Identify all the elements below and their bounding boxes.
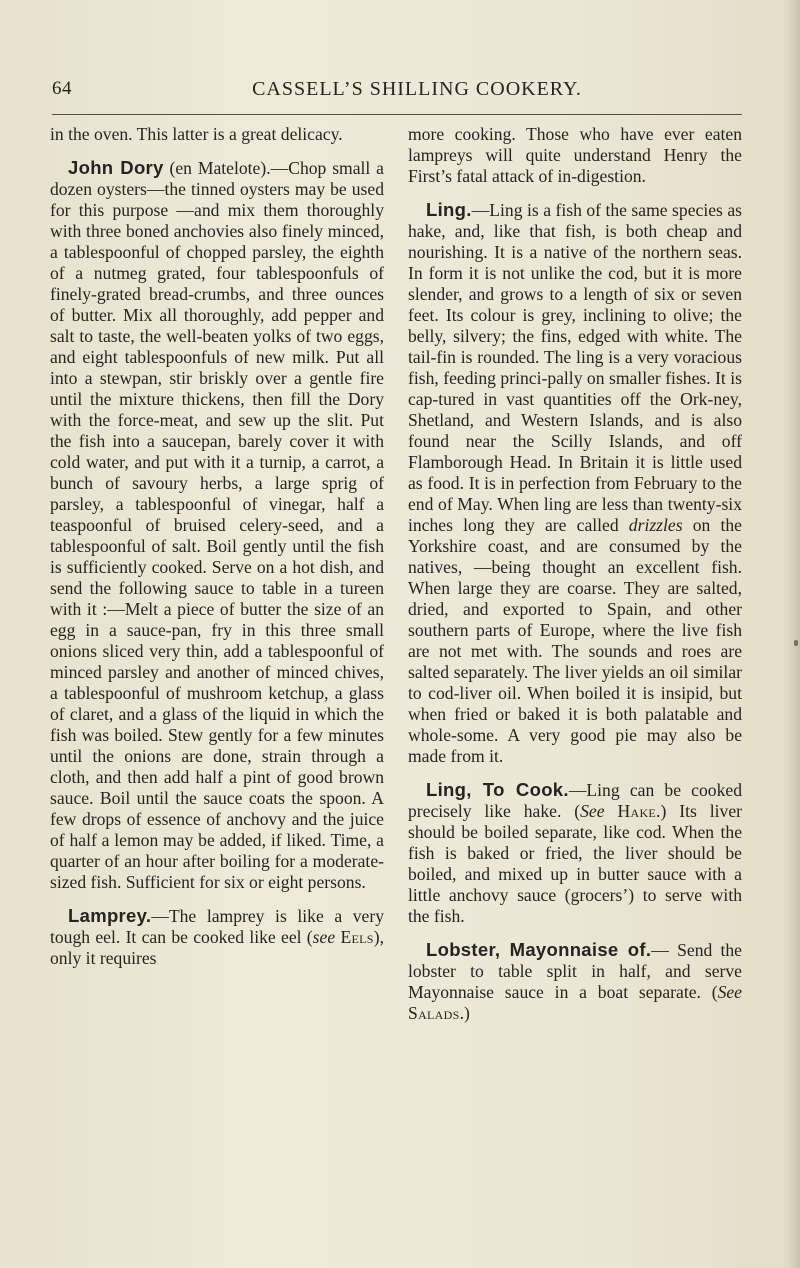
entry-ling bbox=[408, 199, 742, 767]
entry-body: —Ling can be cooked precisely like hake. ( bbox=[408, 780, 742, 821]
continuation-text: more cooking. Those who have ever eaten lampreys will quite understand Henry the First’s fatal attack of in-digestion. bbox=[408, 124, 742, 186]
entry-heading: Lobster, Mayonnaise of. bbox=[426, 939, 652, 960]
entry-heading: Ling, To Cook. bbox=[426, 779, 569, 800]
entry-heading-suffix: (en Matelote). bbox=[163, 158, 271, 178]
entry-lobster bbox=[408, 939, 742, 1024]
left-column bbox=[50, 124, 384, 969]
page-number: 64 bbox=[52, 78, 72, 99]
entry-body: —Ling is a fish of the same species as hake, and, like that fish, is both cheap and nourishing. It is a native of the northern seas. In form it is not unlike the cod, but it is more slender, and grows to a length of six or seven feet. Its colour is grey, inclining to olive; the belly, silvery; the fins, edged with white. The tail-fin is rounded. The ling is a very voracious fish, feeding princi-pally on smaller fishes. It is cap-tured in vast quantities off the Ork-ney, Shetland, and Western Islands, and is also found near the Scilly Islands, and off Flamborough Head. In Britain it is little used as food. It is in perfection from February to the end of May. When ling are less than twenty-six inches long they are called bbox=[408, 200, 742, 535]
see-reference: See bbox=[580, 801, 605, 821]
entry-body: —Chop small a dozen oysters—the tinned oysters may be used for this purpose —and mix them thoroughly with three boned anchovies also finely minced, a tablespoonful of chopped parsley, the eighth of a nutmeg grated, four tablespoonfuls of finely-grated bread-crumbs, and three ounces of butter. Mix all thoroughly, add pepper and salt to taste, the well-beaten yolks of two eggs, and eight tablespoonfuls of new milk. Put all into a stewpan, stir briskly over a gentle fire until the mixture thickens, then fill the Dory with the force-meat, and sew up the slit. Put the fish into a saucepan, barely cover it with cold water, and put with it a turnip, a carrot, a bunch of savoury herbs, a large sprig of parsley, a tablespoonful of vinegar, half a teaspoonful of bruised celery-seed, and a tablespoonful of salt. Boil gently until the fish is sufficiently cooked. Serve on a hot dish, and send the following sauce to table in a tureen with it :—Melt a piece of butter the size of an egg in a sauce-pan, fry in this three small onions sliced very thin, add a tablespoonful of minced parsley and another of minced chives, a tablespoonful of mushroom ketchup, a glass of claret, and a glass of the liquid in which the fish was boiled. Stew gently for a few minutes until the onions are done, strain through a cloth, and then add half a pint of good brown sauce. Boil until the sauce coats the spoon. A few drops of essence of anchovy and the juice of half a lemon may be added, if liked. Time, a quarter of an hour after boiling for a moderate-sized fish. Sufficient for six or eight persons. bbox=[50, 158, 384, 892]
entry-heading: Ling. bbox=[426, 199, 472, 220]
entry-john-dory bbox=[50, 157, 384, 893]
continuation-text: in the oven. This latter is a great delicacy. bbox=[50, 124, 343, 144]
entry-body: —The lamprey is like a very tough eel. It can be cooked like eel ( bbox=[50, 906, 384, 947]
cross-reference: Salads bbox=[408, 1003, 460, 1023]
cross-reference: Hake bbox=[617, 801, 657, 821]
entry-body-end: .) bbox=[459, 1003, 470, 1023]
entry-ling-to-cook bbox=[408, 779, 742, 927]
see-reference: see bbox=[312, 927, 336, 947]
entry-heading: John Dory bbox=[68, 157, 164, 178]
entry-heading: Lamprey. bbox=[68, 905, 152, 926]
entry-body-end: on the Yorkshire coast, and are consumed by the natives, —being thought an excellent fish. When large they are coarse. They are salted, dried, and exported to Spain, and other southern parts of Europe, where the live fish are not met with. The sounds and roes are salted separately. The liver yields an oil similar to cod-liver oil. When boiled it is insipid, but when fried or baked it is both palatable and whole-some. A very good pie may also be made from it. bbox=[408, 515, 742, 766]
entry-body-end: ), only it requires bbox=[50, 927, 384, 968]
page-header bbox=[52, 78, 742, 104]
entry-body-end: .) Its liver should be boiled separate, like cod. When the fish is baked or fried, the liver should be boiled, and mixed up in butter sauce with a little anchovy sauce (grocers’) to serve with the fish. bbox=[408, 801, 742, 926]
page-edge-shadow bbox=[786, 0, 800, 1268]
entry-body: — Send the lobster to table split in half, and serve Mayonnaise sauce in a boat separate. ( bbox=[408, 940, 742, 1002]
header-rule bbox=[52, 114, 742, 115]
cross-reference: Eels bbox=[340, 927, 374, 947]
see-reference: See bbox=[717, 982, 742, 1002]
running-title: CASSELL’S SHILLING COOKERY. bbox=[252, 78, 582, 100]
right-column bbox=[408, 124, 742, 1024]
italic-term: drizzles bbox=[628, 515, 683, 535]
entry-lamprey bbox=[50, 905, 384, 969]
